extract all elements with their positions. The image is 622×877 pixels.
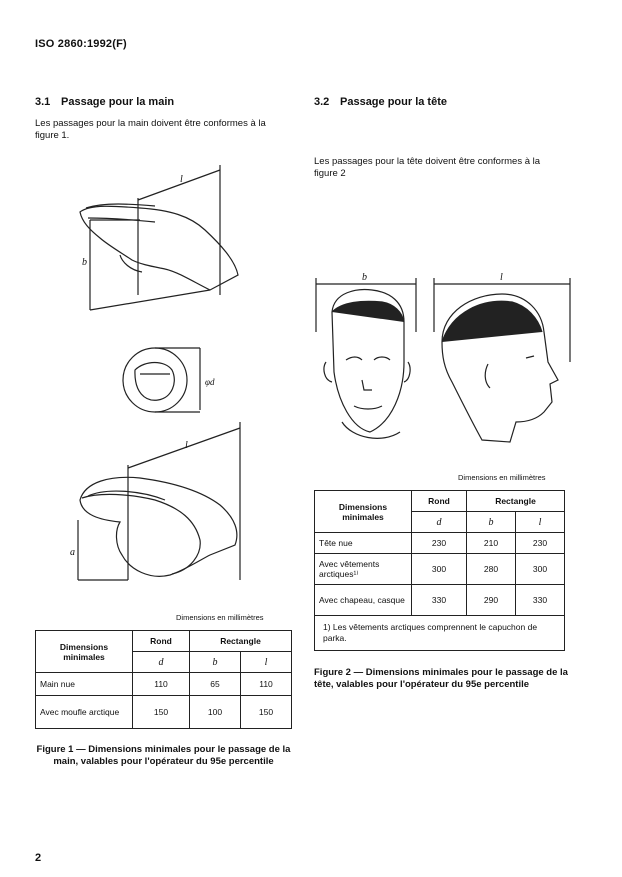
row-label: Avec vêtements arctiques¹⁾ — [315, 554, 412, 585]
table-row — [36, 696, 292, 729]
page-number: 2 — [35, 852, 42, 864]
fig2-units-note: Dimensions en millimètres — [458, 473, 546, 482]
fig1-units-note: Dimensions en millimètres — [176, 613, 264, 622]
cell-l: 300 — [516, 554, 565, 585]
cell-b: 280 — [467, 554, 516, 585]
table-row — [36, 673, 292, 696]
col-rond: Rond — [133, 631, 190, 652]
figure-2-caption: Figure 2 — Dimensions minimales pour le passage de la tête, valables pour l'opérateur du 95e percentile — [314, 667, 568, 690]
label-l-top: l — [180, 174, 183, 185]
label-l-bottom: l — [185, 440, 188, 451]
label-l: l — [500, 272, 503, 283]
col-rectangle: Rectangle — [467, 491, 565, 512]
table-footnote: 1) Les vêtements arctiques comprennent le capuchon de parka. — [315, 616, 565, 651]
row-label: Avec chapeau, casque — [315, 585, 412, 616]
sub-b: b — [467, 512, 516, 533]
cell-b: 100 — [190, 696, 241, 729]
cell-d: 110 — [133, 673, 190, 696]
col-dimensions: Dimensions minimales — [315, 491, 412, 533]
cell-d: 330 — [412, 585, 467, 616]
table-row — [315, 585, 565, 616]
figure-2-table — [314, 490, 565, 651]
figure-1-caption: Figure 1 — Dimensions minimales pour le passage de la main, valables pour l'opérateur du 95e percentile — [36, 744, 291, 767]
section-3-2-heading — [314, 96, 447, 108]
col-dimensions: Dimensions minimales — [36, 631, 133, 673]
section-3-1-heading — [35, 96, 174, 108]
cell-b: 210 — [467, 533, 516, 554]
sub-l: l — [516, 512, 565, 533]
row-label: Tête nue — [315, 533, 412, 554]
sub-d: d — [412, 512, 467, 533]
figure-1-illustration — [60, 160, 300, 600]
sub-b: b — [190, 652, 241, 673]
standard-header: ISO 2860:1992(F) — [35, 38, 127, 50]
cell-l: 330 — [516, 585, 565, 616]
cell-l: 150 — [241, 696, 292, 729]
cell-b: 290 — [467, 585, 516, 616]
label-phi-d: φd — [205, 377, 215, 387]
label-b-top: b — [82, 257, 87, 268]
col-rectangle: Rectangle — [190, 631, 292, 652]
section-3-2-paragraph: Les passages pour la tête doivent être conformes à la figure 2 — [314, 156, 541, 179]
cell-l: 110 — [241, 673, 292, 696]
label-a-bottom: a — [70, 547, 75, 558]
cell-d: 300 — [412, 554, 467, 585]
figure-2-illustration — [312, 272, 574, 462]
sub-d: d — [133, 652, 190, 673]
section-number: 3.1 — [35, 96, 51, 108]
section-title: Passage pour la main — [61, 96, 175, 108]
row-label: Main nue — [36, 673, 133, 696]
sub-l: l — [241, 652, 292, 673]
cell-d: 230 — [412, 533, 467, 554]
section-3-1-paragraph: Les passages pour la main doivent être conformes à la figure 1. — [35, 118, 266, 141]
section-number: 3.2 — [314, 96, 330, 108]
col-rond: Rond — [412, 491, 467, 512]
cell-l: 230 — [516, 533, 565, 554]
section-title: Passage pour la tête — [340, 96, 447, 108]
table-row — [315, 533, 565, 554]
label-b: b — [362, 272, 367, 283]
table-row — [315, 554, 565, 585]
cell-d: 150 — [133, 696, 190, 729]
row-label: Avec moufle arctique — [36, 696, 133, 729]
cell-b: 65 — [190, 673, 241, 696]
figure-1-table — [35, 630, 292, 729]
